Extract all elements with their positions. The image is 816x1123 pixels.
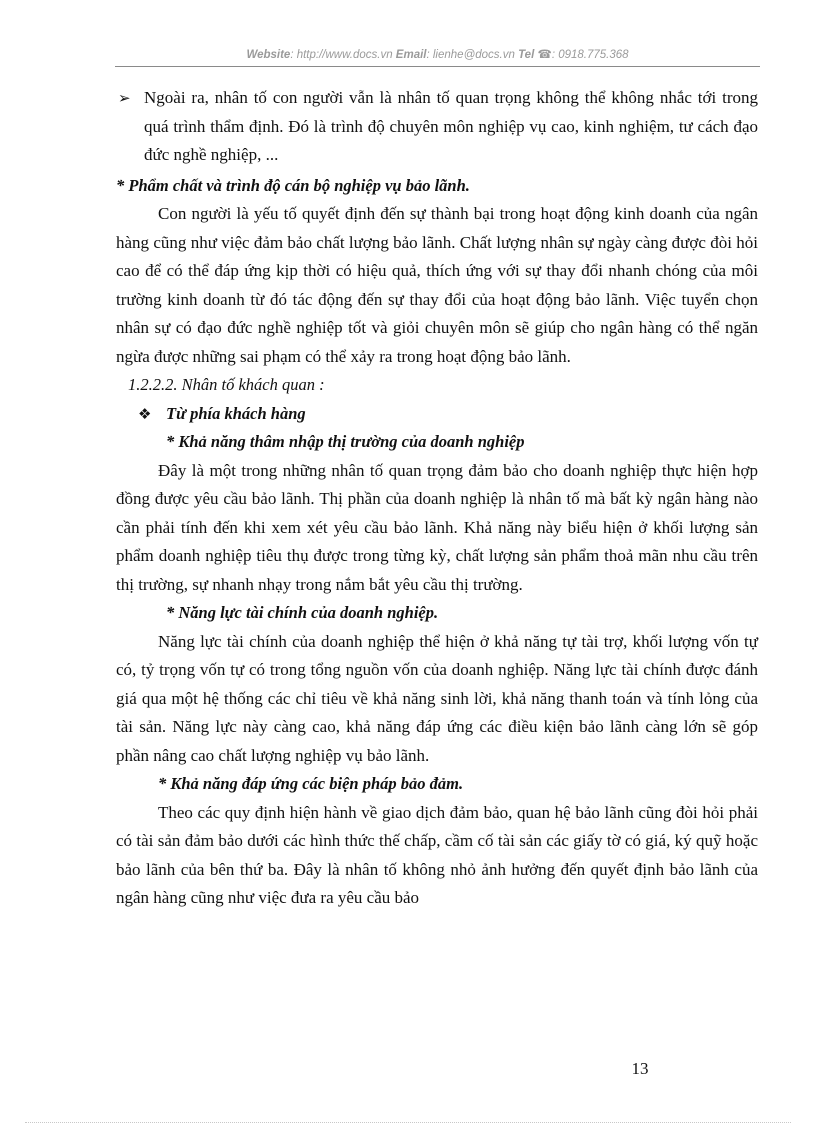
heading-collateral: * Khả năng đáp ứng các biện pháp bảo đảm. — [158, 774, 464, 793]
customer-heading-item — [116, 400, 758, 429]
arrow-bullet-icon: ➢ — [118, 89, 131, 107]
paragraph-market-penetration: Đây là một trong những nhân tố quan trọng đảm bảo cho doanh nghiệp thực hiện hợp đồng được yêu cầu bảo lãnh. Thị phần của doanh nghiệp là nhân tố mà bất kỳ ngân hàng nào cần phải tính đến khi xem xét yêu cầu bảo lãnh. Khả năng này biểu hiện ở khối lượng sản phẩm doanh nghiệp tiêu thụ được trong từng kỳ, chất lượng sản phẩm thoả mãn nhu cầu trên thị trường, sự nhanh nhạy trong nắm bắt yêu cầu thị trường. — [116, 460, 758, 594]
paragraph-financial-capacity: Năng lực tài chính của doanh nghiệp thể hiện ở khả năng tự tài trợ, khối lượng vốn tự có, tỷ trọng vốn tự có trong tổng nguồn vốn của doanh nghiệp. Năng lực tài chính được đánh giá qua một hệ thống các chỉ tiêu về khả năng sinh lời, khả năng thanh toán và tính lỏng của tài sản. Năng lực này càng cao, khả năng đáp ứng các điều kiện bảo lãnh càng lớn sẽ góp phần nâng cao chất lượng nghiệp vụ bảo lãnh. — [116, 631, 758, 765]
page-header — [115, 47, 760, 63]
tel-value: : 0918.775.368 — [551, 49, 629, 61]
diamond-bullet-icon: ❖ — [138, 404, 152, 423]
document-body — [116, 84, 758, 913]
heading-customer-side: Từ phía khách hàng — [166, 403, 306, 423]
heading-staff-quality: * Phẩm chất và trình độ cán bộ nghiệp vụ bảo lãnh. — [116, 175, 470, 195]
page-number: 13 — [631, 1059, 649, 1078]
intro-bullet-item — [116, 84, 758, 170]
tel-label: Tel — [518, 49, 535, 61]
section-title-objective-factors: 1.2.2.2. Nhân tố khách quan : — [128, 375, 325, 394]
paragraph-staff-quality: Con người là yếu tố quyết định đến sự thành bại trong hoạt động kinh doanh của ngân hàng cũng như việc đảm bảo chất lượng bảo lãnh. Chất lượng nhân sự ngày càng được đòi hỏi cao để có thể đáp ứng kịp thời có hiệu quả, thích ứng với sự thay đổi nhanh chóng của môi trường kinh doanh từ đó tác động đến sự thay đổi của hoạt động bảo lãnh. Việc tuyển chọn nhân sự có đạo đức nghề nghiệp tốt và giỏi chuyên môn sẽ giúp cho ngân hàng có thể ngăn ngừa được những sai phạm có thể xảy ra trong hoạt động bảo lãnh. — [116, 204, 758, 366]
heading-market-penetration: * Khả năng thâm nhập thị trường của doanh nghiệp — [166, 432, 525, 451]
paragraph-collateral: Theo các quy định hiện hành về giao dịch đảm bảo, quan hệ bảo lãnh cũng đòi hỏi phải có tài sản đảm bảo dưới các hình thức thế chấp, cầm cố tài sản các giấy tờ có giá, ký quỹ hoặc bảo lãnh của bên thứ ba. Đây là nhân tố không nhỏ ảnh hưởng đến quyết định bảo lãnh của ngân hàng cũng như việc đưa ra yêu cầu bảo — [116, 802, 758, 907]
header-rule — [115, 66, 760, 67]
email-label: Email — [395, 49, 427, 61]
intro-bullet-text: Ngoài ra, nhân tố con người vẫn là nhân tố quan trọng không thể không nhắc tới trong quá trình thẩm định. Đó là trình độ chuyên môn nghiệp vụ cao, kinh nghiệm, tư cách đạo đức nghề nghiệp, ... — [144, 88, 758, 164]
email-value: : lienhe@docs.vn — [426, 49, 515, 61]
heading-financial-capacity: * Năng lực tài chính của doanh nghiệp. — [166, 603, 439, 622]
website-value: : http://www.docs.vn — [290, 49, 393, 61]
phone-icon: ☎ — [537, 49, 552, 61]
website-label: Website — [246, 49, 291, 61]
